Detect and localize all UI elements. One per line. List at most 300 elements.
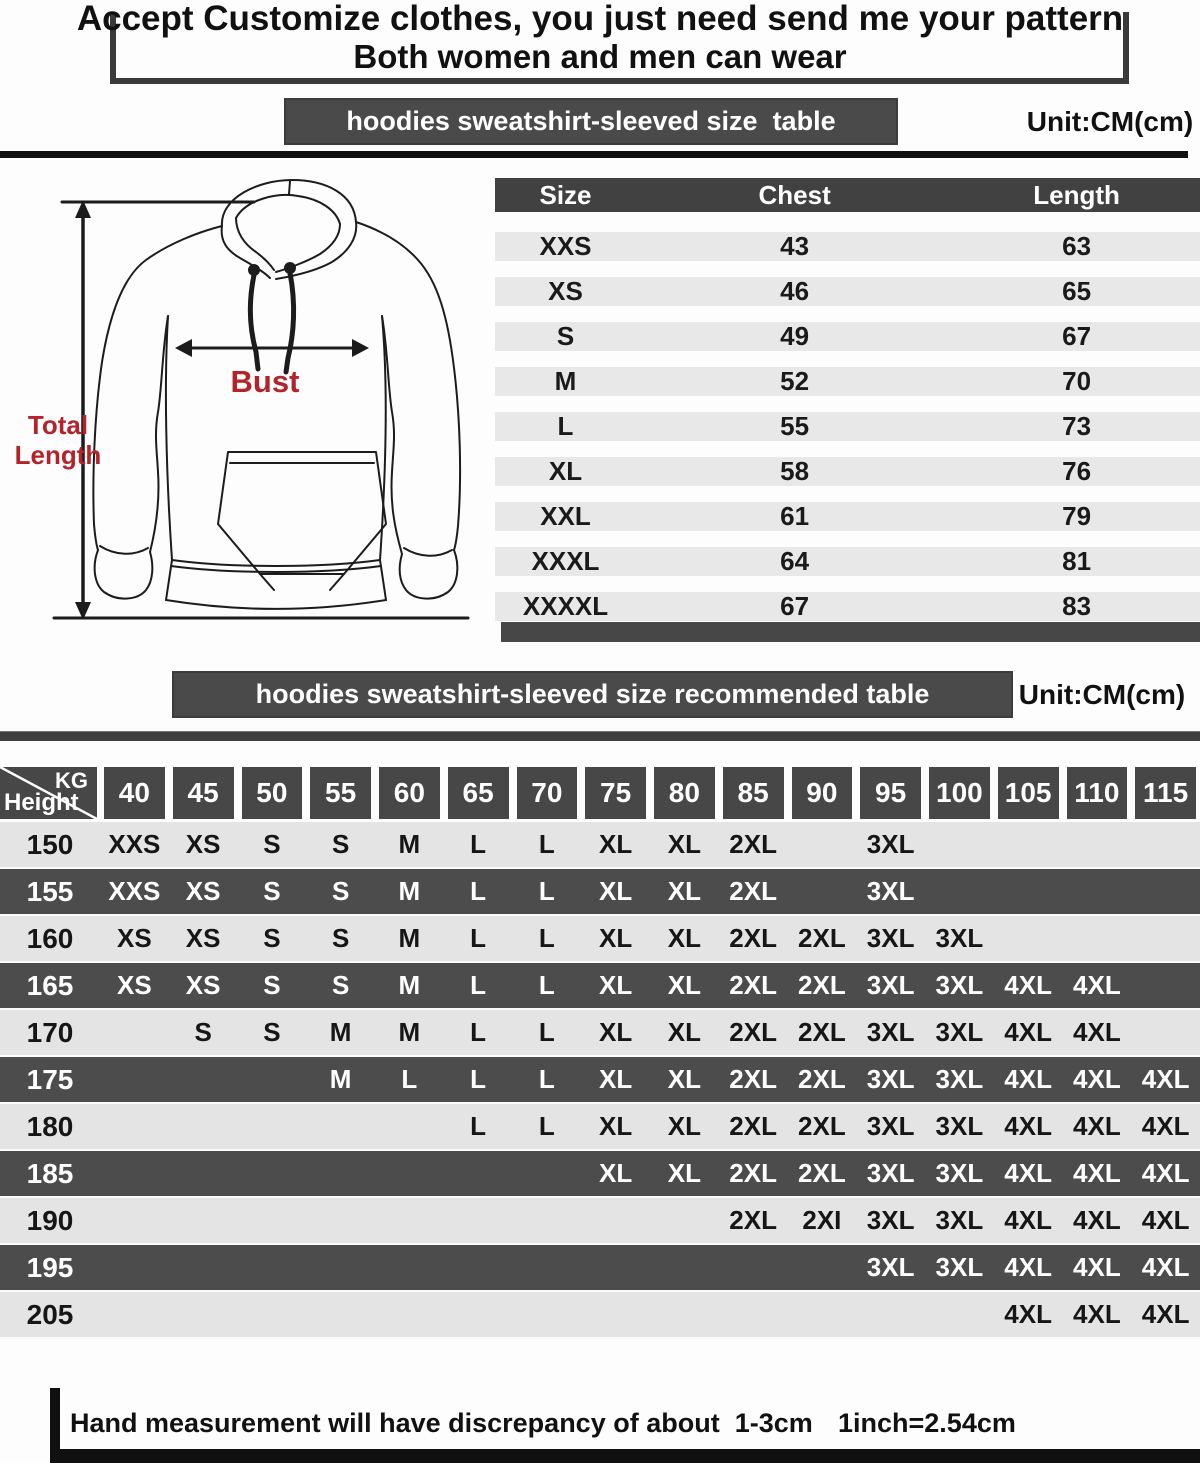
size-recommendation-cell [719,1292,788,1337]
size-recommendation-cell: 2XL [729,1111,777,1141]
size-recommendation-cell: 3XL [866,970,915,1000]
size-recommendation-cell: L [538,923,555,953]
size-recommendation-cell [994,916,1063,961]
size-recommendation-cell [513,1292,582,1337]
size-recommendation-cell: XXS [108,829,161,859]
length-cell: 79 [1062,501,1092,531]
size-recommendation-cell [306,1198,375,1243]
size-recommendation-cell [169,1151,238,1196]
size-recommendation-cell [788,1292,857,1337]
size-recommendation-cell [994,869,1063,914]
size-recommendation-cell: 3XL [866,1064,915,1094]
size-recommendation-cell: 2XL [798,1064,846,1094]
size-table-row [495,502,1200,531]
size-recommendation-cell: S [263,829,281,859]
size-recommendation-cell: 3XL [866,829,915,859]
size-recommendation-cell: L [538,1017,555,1047]
recommendation-cells [100,963,1200,1008]
size-recommendation-cell [925,822,994,867]
recommended-table-row [0,1292,1200,1339]
size-recommendation-cell [1131,869,1200,914]
column-header-chest: Chest [758,180,831,210]
chest-cell: 52 [780,366,810,396]
height-cell: 205 [26,1299,74,1330]
size-recommendation-cell [444,1245,513,1290]
size-recommendation-cell: XL [667,1017,701,1047]
size-recommendation-cell: 3XL [935,1017,984,1047]
size-recommendation-cell [375,1151,444,1196]
recommendation-cells [100,1292,1200,1337]
size-recommendation-cell [650,1292,719,1337]
hoodie-diagram [50,172,470,652]
size-table-row [495,277,1200,306]
weight-header-cell: 65 [448,767,509,819]
size-recommendation-cell: XS [185,923,221,953]
size-cell: XL [548,456,583,486]
size-recommendation-cell [100,1010,169,1055]
recommendation-cells [100,869,1200,914]
chest-cell: 67 [780,591,810,621]
length-cell: 65 [1062,276,1092,306]
size-recommendation-cell: XS [185,970,221,1000]
size-table-row [495,232,1200,261]
size-recommendation-cell: 3XL [935,1205,984,1235]
size-recommendation-cell [925,869,994,914]
size-recommendation-cell [650,1245,719,1290]
footer-conversion: 1inch=2.54cm [838,1408,1016,1438]
size-recommendation-cell [375,1198,444,1243]
size-recommendation-cell [581,1292,650,1337]
size-recommendation-cell [306,1104,375,1149]
size-table-row [495,322,1200,351]
total-length-label: Total Length [14,410,102,470]
recommended-table-row [0,1198,1200,1245]
weight-header-col [306,767,375,819]
size-recommendation-cell: 2XL [729,1064,777,1094]
size-recommendation-cell: 2XL [798,1158,846,1188]
recommended-table-row [0,1245,1200,1292]
size-recommendation-cell: 4XL [1073,1299,1121,1329]
weight-header-cell: 115 [1135,767,1196,819]
size-recommendation-cell [375,1292,444,1337]
size-recommendation-cell [1063,869,1132,914]
recommendation-cells [100,1198,1200,1243]
size-recommendation-cell: M [398,876,421,906]
size-recommendation-cell: 2XL [729,1158,777,1188]
size-recommendation-cell [238,1198,307,1243]
size-recommendation-cell [1131,963,1200,1008]
size-recommendation-cell: XXS [108,876,161,906]
size-recommendation-cell: 2XL [729,829,777,859]
size-recommendation-cell [100,1151,169,1196]
size-recommendation-cell: 4XL [1073,970,1121,1000]
recommended-table-row [0,916,1200,963]
size-recommendation-cell: 3XL [866,1017,915,1047]
weight-header-col [169,767,238,819]
size-recommendation-cell: 4XL [1141,1158,1190,1188]
weight-header-col [788,767,857,819]
recommended-table-row [0,1151,1200,1198]
size-cell: L [557,411,574,441]
size-recommendation-cell: 4XL [1141,1064,1190,1094]
size-recommendation-cell: L [401,1064,418,1094]
size-recommendation-cell: 4XL [1073,1205,1121,1235]
recommended-table-row [0,1010,1200,1057]
weight-header-col [513,767,582,819]
chest-cell: 55 [780,411,810,441]
size-recommendation-cell: 2XI [802,1205,842,1235]
header-line-1: Accept Customize clothes, you just need send me your pattern [76,0,1124,38]
size-recommendation-cell [169,1198,238,1243]
size-recommendation-cell: 4XL [1073,1158,1121,1188]
kg-height-corner-cell [0,767,97,819]
weight-header-cell: 45 [173,767,234,819]
size-recommendation-cell: 3XL [866,1111,915,1141]
size-recommendation-cell [513,1245,582,1290]
size-recommendation-cell [306,1245,375,1290]
footer-left-bar [50,1388,60,1454]
length-cell: 73 [1062,411,1092,441]
size-recommendation-cell [581,1198,650,1243]
section-divider-bar [0,731,1200,741]
size-recommendation-cell: 4XL [1004,1205,1052,1235]
size-table-bottom-bar [501,622,1200,642]
size-recommendation-cell: M [329,1064,352,1094]
weight-header-col [238,767,307,819]
recommendation-cells [100,1057,1200,1102]
recommended-table-title: hoodies sweatshirt-sleeved size recommended table [172,671,1013,718]
size-recommendation-cell: 4XL [1141,1205,1190,1235]
size-recommendation-cell: 4XL [1073,1111,1121,1141]
size-table-unit: Unit:CM(cm) [1026,106,1194,137]
size-recommendation-cell [100,1104,169,1149]
size-recommendation-cell [169,1057,238,1102]
size-recommendation-cell [444,1198,513,1243]
size-recommendation-cell: S [331,923,350,953]
height-cell: 160 [26,923,74,954]
size-recommendation-cell [788,1245,857,1290]
size-recommendation-cell [513,1198,582,1243]
size-recommendation-cell: L [470,829,487,859]
length-cell: 81 [1062,546,1092,576]
weight-header-col [994,767,1063,819]
size-recommendation-cell: XL [667,970,701,1000]
size-cell: XXS [539,231,592,261]
size-recommendation-cell: XL [667,876,701,906]
column-header-length: Length [1033,180,1120,210]
size-recommendation-cell: 3XL [866,1158,915,1188]
size-recommendation-cell: 4XL [1004,1064,1052,1094]
chest-cell: 49 [780,321,810,351]
size-recommendation-cell: S [194,1017,212,1047]
size-recommendation-cell: L [470,1017,487,1047]
height-cell: 150 [26,829,74,860]
size-recommendation-cell: XL [599,1017,633,1047]
size-recommendation-cell [100,1057,169,1102]
weight-header-cell: 90 [792,767,853,819]
size-recommendation-cell [581,1245,650,1290]
size-recommendation-cell: L [538,829,555,859]
height-cell: 170 [26,1017,74,1048]
length-cell: 76 [1062,456,1092,486]
size-recommendation-cell: M [398,923,421,953]
column-header-size: Size [539,180,592,210]
size-recommendation-cell [169,1292,238,1337]
weight-header-cell: 75 [585,767,646,819]
size-recommendation-cell [100,1245,169,1290]
footer-note: Hand measurement will have discrepancy of about 1-3cm [70,1408,813,1438]
length-cell: 83 [1062,591,1092,621]
size-recommendation-cell: 4XL [1073,1252,1121,1282]
size-recommendation-cell: 4XL [1004,1299,1052,1329]
height-cell: 180 [26,1111,74,1142]
size-recommendation-cell [375,1104,444,1149]
size-recommendation-cell: XL [667,1158,701,1188]
size-recommendation-cell: XS [185,876,221,906]
length-cell: 70 [1062,366,1092,396]
size-recommendation-cell [719,1245,788,1290]
footer-bottom-bar [50,1449,1200,1463]
size-recommendation-cell: 3XL [935,1111,984,1141]
size-recommendation-cell [513,1151,582,1196]
size-recommendation-cell: 4XL [1073,1064,1121,1094]
size-recommendation-cell: 2XL [798,970,846,1000]
chest-cell: 43 [780,231,810,261]
recommendation-cells [100,1245,1200,1290]
chest-cell: 64 [780,546,810,576]
size-cell: XXXL [531,546,600,576]
recommended-table-row [0,1104,1200,1151]
recommended-table-row [0,822,1200,869]
recommended-table-row [0,1057,1200,1104]
weight-header-col [719,767,788,819]
kg-label: KG [55,768,88,793]
size-recommendation-cell: 4XL [1073,1017,1121,1047]
size-recommendation-cell: M [329,1017,352,1047]
size-table-row [495,367,1200,396]
size-recommendation-cell: L [470,876,487,906]
size-recommendation-cell [169,1104,238,1149]
recommendation-cells [100,1104,1200,1149]
size-recommendation-cell: 4XL [1004,1017,1052,1047]
weight-header-col [375,767,444,819]
size-cell: M [554,366,577,396]
weight-header-cell: 85 [723,767,784,819]
size-recommendation-cell: S [263,876,281,906]
size-recommendation-cell [1131,916,1200,961]
size-recommendation-cell [788,869,857,914]
size-recommendation-cell: 2XL [729,923,777,953]
size-recommendation-cell [444,1151,513,1196]
size-recommendation-cell: 4XL [1141,1299,1190,1329]
height-cell: 195 [26,1252,74,1283]
size-recommendation-cell [306,1151,375,1196]
size-recommendation-cell: L [470,970,487,1000]
recommended-table-header-row [0,767,1200,819]
size-recommendation-cell: L [538,970,555,1000]
weight-header-col [856,767,925,819]
bust-label: Bust [230,364,300,399]
weight-header-cell: 40 [104,767,165,819]
size-recommendation-cell [238,1245,307,1290]
size-recommendation-cell: 3XL [935,923,984,953]
size-recommendation-cell: L [538,876,555,906]
size-recommendation-cell: 2XL [798,1017,846,1047]
size-recommendation-cell: 2XL [729,876,777,906]
size-recommendation-cell: 4XL [1004,970,1052,1000]
size-recommendation-cell: 3XL [935,1252,984,1282]
height-cell: 155 [26,876,74,907]
recommended-table [0,767,1200,1339]
size-recommendation-cell: 3XL [866,1252,915,1282]
length-cell: 67 [1062,321,1092,351]
height-cell: 185 [26,1158,74,1189]
size-cell: XS [548,276,583,306]
size-table-row [495,547,1200,576]
size-recommendation-cell: 2XL [729,1205,777,1235]
chest-cell: 46 [780,276,810,306]
size-recommendation-cell [1063,916,1132,961]
section-divider-line [0,151,1188,158]
size-recommendation-cell: 3XL [935,970,984,1000]
size-recommendation-cell: 3XL [935,1158,984,1188]
weight-header-cell: 80 [654,767,715,819]
size-recommendation-cell [1131,1010,1200,1055]
size-recommendation-cell [856,1292,925,1337]
weight-header-cell: 60 [379,767,440,819]
weight-header-cell: 50 [242,767,303,819]
size-table-row [495,457,1200,486]
size-recommendation-cell: XL [667,1111,701,1141]
size-recommendation-cell: 4XL [1004,1252,1052,1282]
weight-header-col [925,767,994,819]
weight-headers [100,767,1200,819]
recommendation-cells [100,916,1200,961]
size-recommendation-cell: XL [599,970,633,1000]
size-recommendation-cell: S [263,970,281,1000]
size-recommendation-cell: XS [117,923,152,953]
size-cell: XXL [540,501,591,531]
recommended-table-unit: Unit:CM(cm) [1018,679,1186,710]
weight-header-col [1063,767,1132,819]
size-recommendation-cell: M [398,829,421,859]
header [0,0,1200,75]
size-recommendation-cell [1131,822,1200,867]
size-recommendation-cell: XL [667,829,701,859]
size-cell: S [556,321,575,351]
size-recommendation-cell: 2XL [729,1017,777,1047]
size-recommendation-cell: M [398,1017,421,1047]
size-recommendation-cell [100,1292,169,1337]
size-recommendation-cell: 2XL [798,923,846,953]
size-table-title: hoodies sweatshirt-sleeved size table [284,98,898,145]
size-recommendation-cell [994,822,1063,867]
size-recommendation-cell: XS [117,970,152,1000]
size-recommendation-cell: S [331,876,350,906]
size-recommendation-cell: 4XL [1004,1111,1052,1141]
size-recommendation-cell: S [263,923,281,953]
weight-header-cell: 105 [998,767,1059,819]
size-recommendation-cell: S [263,1017,281,1047]
size-recommendation-cell: XL [599,876,633,906]
size-recommendation-cell: 2XL [729,970,777,1000]
size-table-row [495,592,1200,621]
size-recommendation-cell: 4XL [1004,1158,1052,1188]
size-table-row [495,412,1200,441]
size-recommendation-cell [375,1245,444,1290]
weight-header-col [650,767,719,819]
size-recommendation-cell [238,1104,307,1149]
size-recommendation-cell: L [538,1064,555,1094]
size-recommendation-cell: XL [599,1064,633,1094]
size-recommendation-cell [238,1292,307,1337]
recommendation-cells [100,1010,1200,1055]
recommended-table-row [0,869,1200,916]
size-recommendation-cell: S [331,970,350,1000]
size-recommendation-cell [169,1245,238,1290]
height-label: Height [4,789,79,816]
size-recommendation-cell: XL [667,923,701,953]
size-recommendation-cell: XL [667,1064,701,1094]
size-recommendation-cell: M [398,970,421,1000]
size-recommendation-cell: S [331,829,350,859]
height-cell: 190 [26,1205,74,1236]
size-recommendation-cell [306,1292,375,1337]
size-recommendation-cell: XL [599,1111,633,1141]
size-recommendation-cell: 3XL [866,876,915,906]
recommendation-cells [100,1151,1200,1196]
size-recommendation-cell [788,822,857,867]
weight-header-cell: 70 [517,767,578,819]
height-cell: 165 [26,970,74,1001]
size-recommendation-cell: L [538,1111,555,1141]
size-recommendation-cell: XL [599,829,633,859]
size-recommendation-cell [100,1198,169,1243]
length-cell: 63 [1062,231,1092,261]
size-recommendation-cell: XL [599,1158,633,1188]
size-recommendation-cell: L [470,1111,487,1141]
size-recommendation-cell: 4XL [1141,1252,1190,1282]
weight-header-cell: 100 [929,767,990,819]
size-recommendation-cell: XL [599,923,633,953]
size-recommendation-cell: L [470,923,487,953]
size-table [495,178,1200,643]
size-recommendation-cell: 3XL [935,1064,984,1094]
weight-header-cell: 95 [860,767,921,819]
recommended-table-rows [0,822,1200,1339]
size-recommendation-cell [238,1151,307,1196]
size-recommendation-cell [1063,822,1132,867]
size-recommendation-cell: L [470,1064,487,1094]
chest-cell: 58 [780,456,810,486]
weight-header-cell: 110 [1067,767,1128,819]
header-line-2: Both women and men can wear [353,38,847,75]
size-table-rows [495,232,1200,621]
recommendation-cells [100,822,1200,867]
chest-cell: 61 [780,501,810,531]
size-recommendation-cell [925,1292,994,1337]
size-table-header-row [495,178,1200,212]
weight-header-col [100,767,169,819]
weight-header-col [1131,767,1200,819]
height-cell: 175 [26,1064,74,1095]
size-recommendation-cell: 4XL [1141,1111,1190,1141]
weight-header-cell: 55 [310,767,371,819]
size-recommendation-cell: 3XL [866,1205,915,1235]
size-recommendation-cell: XS [185,829,221,859]
size-cell: XXXXL [522,591,609,621]
size-recommendation-cell: 2XL [798,1111,846,1141]
